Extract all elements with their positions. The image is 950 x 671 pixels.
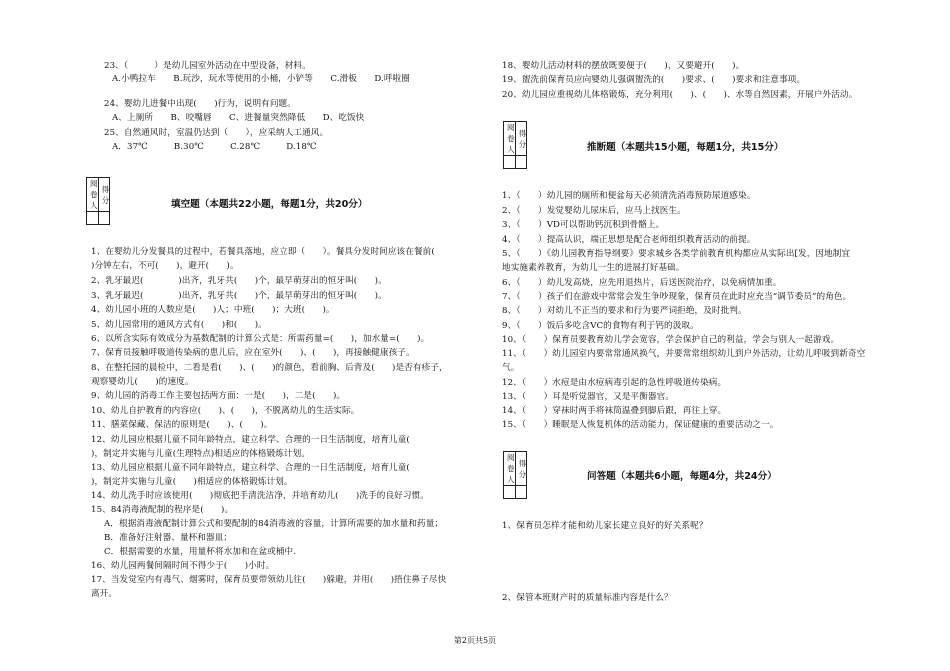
fill-line: 5、幼儿园常用的通风方式有( )和( )。 <box>91 320 267 330</box>
qa-question-2: 2、保管本班财产时的质量标准内容是什么？ <box>502 593 673 603</box>
fill-line: 1、在婴幼儿分发餐具的过程中，若餐具落地，应立即（ ）。餐具分发时间应该在餐前( <box>91 247 453 257</box>
question-18: 18、婴幼儿活动材料的摆放既要便于( )，又要避开( )。 <box>502 61 745 71</box>
judge-line: 4、（ ）提高认识，端正思想是配合老师组织教育活动的前提。 <box>502 235 756 245</box>
page-footer: 第2页共5页 <box>453 636 497 645</box>
judge-line: 3、（ ）VD可以帮助钙沉积到骨骼上。 <box>502 220 665 230</box>
judge-line: 12、（ ）水痘是由水痘病毒引起的急性呼吸道传染病。 <box>502 378 727 388</box>
fill-line: 离开。 <box>91 589 118 599</box>
fill-line: 14、幼儿洗手时应该使用( )彻底把手清洗洁净，并培育幼儿( )洗手的良好习惯。 <box>91 491 429 501</box>
score-label: 得分 <box>515 452 527 486</box>
fill-line: B．准备好注射器、量杯和器皿； <box>104 533 233 543</box>
question-25: 25、自然通风时，室温仍达到（ ），应采纳人工通风。 <box>104 128 329 138</box>
fill-line: )分钟左右，不可( )，避开( )。 <box>91 261 239 271</box>
question-24-options: A、上厕所 B、咬嘴唇 C、进餐量突然降低 D、吃饭快 <box>112 113 365 123</box>
fill-line: 6、以所含实际有效成分为基数配制的计算公式是：所需药量=( )，加水量=( )。 <box>91 334 430 344</box>
judge-line: 11、（ ）幼儿园室内要常常通风换气，并要常常组织幼儿到户外活动，让幼儿呼吸到新奇空 <box>502 349 866 359</box>
question-19: 19、盥洗前保育员应向婴幼儿强调盥洗的( )要求、( )要求和注意事项。 <box>502 75 806 85</box>
reviewer-label: 阅卷人 <box>504 452 516 486</box>
fill-line: )，制定并实施与儿童(生理特点)相适应的体格锻炼计划。 <box>91 449 311 459</box>
reviewer-label: 阅卷人 <box>87 178 99 212</box>
fill-line: 12、幼儿园应根据儿童不同年龄特点，建立科学、合理的一日生活制度，培育儿童( <box>91 435 428 445</box>
fill-line: 观察婴幼儿( )的速度。 <box>91 377 194 387</box>
fill-line: 10、幼儿自护教育的内容应( )、( )，不脱离幼儿的生活实际。 <box>91 406 360 416</box>
score-box-qa <box>503 451 527 499</box>
reviewer-label: 阅卷人 <box>504 122 516 156</box>
fill-line: 13、幼儿园应根据儿童不同年龄特点，建立科学、合理的一日生活制度，培育儿童( <box>91 463 428 473</box>
qa-question-1: 1、保育员怎样才能和幼儿家长建立良好的好关系呢？ <box>502 521 708 531</box>
fill-line: 11、膳菜保藏、保洁的原则是( )、( )。 <box>91 420 273 430</box>
judge-section-title: 推断题（本题共15小题，每题1分，共15分） <box>587 142 784 153</box>
fill-line: 8、在整托园的晨检中，二看是看( )、( )的颜色，看前胸、后背及( )是否有疹子， <box>91 363 448 373</box>
fill-line: 2、乳牙最迟( )出齐，乳牙共( )个，最早萌芽出的恒牙叫( )。 <box>91 276 387 286</box>
question-23: 23、（ ）是幼儿园室外活动在中型设备，材料。 <box>104 61 311 71</box>
judge-line: 15、（ ）睡眠是人恢复机体的活动能力，保证健康的重要活动之一。 <box>502 420 779 430</box>
fill-line: 4、幼儿园小班的人数应是( )人；中班( )；大班( )。 <box>91 305 335 315</box>
fill-line: 16、幼儿园两餐间隔时间不得少于( )小时。 <box>91 561 275 571</box>
score-cell <box>98 212 110 225</box>
judge-line: 地实施素养教育，为幼儿一生的进展打好基础。 <box>502 263 685 273</box>
reviewer-cell <box>504 156 516 169</box>
score-label: 得分 <box>515 122 527 156</box>
judge-line: 10、（ ）保育员要教育幼儿学会宽容，学会保护自己的利益，学会与别人一起游戏。 <box>502 335 840 345</box>
judge-line: 2、（ ）发觉婴幼儿尿床后，应马上找医生。 <box>502 206 686 216</box>
fill-line: 17、当发觉室内有毒气、烟雾时，保育员要带领幼儿往( )躲避，并用( )捂住鼻子尽快 <box>91 575 447 585</box>
judge-line: 13、（ ）耳是听觉器官，又是平衡器官。 <box>502 392 675 402</box>
score-box-judge <box>503 121 527 169</box>
fill-line: 7、保育员接触呼吸道传染病的患儿后，应在室外( )、( )，再接触健康孩子。 <box>91 348 415 358</box>
fill-line: C．根据需要的水量，用量杯将水加和在盆或桶中. <box>104 547 297 557</box>
score-cell <box>515 486 527 499</box>
score-box-fill <box>86 177 110 225</box>
judge-line: 9、（ ）饭后多吃含VC的食物有利于钙的汲取。 <box>502 321 699 331</box>
judge-line: 1、（ ）幼儿园的厕所和便盆每天必须清洗消毒预防尿道感染。 <box>502 191 756 201</box>
fill-line: 3、乳牙最迟( )出齐，乳牙共( )个，最早萌芽出的恒牙叫( )。 <box>91 291 387 301</box>
question-25-options: A．37℃ B.30℃ C.28℃ D.18℃ <box>112 142 317 152</box>
question-24: 24、婴幼儿进餐中出现( )行为，说明有问题。 <box>104 99 296 109</box>
judge-line: 14、（ ）穿袜时两手将袜筒温叠到脚后跟，再往上穿。 <box>502 406 727 416</box>
judge-line: 6、（ ）幼儿发高烧，应先用退热片，后送医院治疗，以免病情加重。 <box>502 278 782 288</box>
fill-line: 15、84消毒液配制的程序是( )。 <box>91 505 234 515</box>
reviewer-cell <box>87 212 99 225</box>
reviewer-cell <box>504 486 516 499</box>
question-20: 20、幼儿园应重视幼儿体格锻炼，充分利用( )、( )、水等自然因素，开展户外活动。 <box>502 90 858 100</box>
judge-line: 8、（ ）对幼儿不正当的要求和行为要严词拒绝，及时批判。 <box>502 306 747 316</box>
qa-section-title: 问答题（本题共6小题，每题4分，共24分） <box>587 471 777 482</box>
fill-line: 9、幼儿园的消毒工作主要包括两方面：一是( )，二是( )。 <box>91 391 346 401</box>
score-label: 得分 <box>98 178 110 212</box>
question-23-options: A.小鸭拉车 B.玩沙，玩水等使用的小桶，小铲等 C.滑板 D.呼啦圈 <box>112 74 410 84</box>
judge-line: 7、（ ）孩子们在游戏中常常会发生争吵现象，保育员在此时应充当“调节委员”的角色。 <box>502 292 852 302</box>
fill-section-title: 填空题（本题共22小题，每题1分，共20分） <box>171 199 368 210</box>
score-cell <box>515 156 527 169</box>
judge-line: 5、（ ）《幼儿园教育指导纲要》要求城乡各类学前教育机构都应从实际出[发，因地制宜 <box>502 249 851 259</box>
fill-line: A．根据消毒液配制计算公式和要配制的84消毒液的容量，计算所需要的加水量和药量； <box>104 519 444 529</box>
fill-line: )，制定并实施与儿童( )相适应的体格锻炼计划。 <box>91 477 293 487</box>
judge-line: 气。 <box>502 363 520 373</box>
